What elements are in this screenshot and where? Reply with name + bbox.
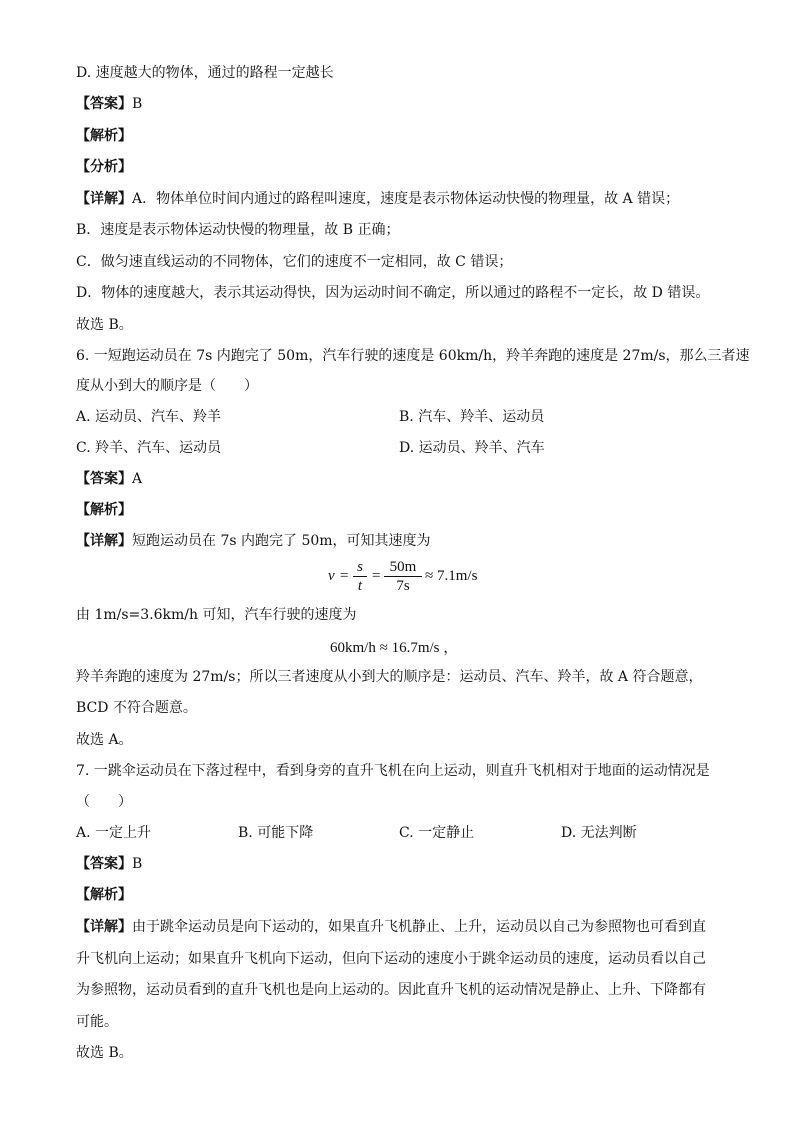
equals-sign-1: = (340, 568, 349, 584)
fraction-numerator-s: s (353, 558, 367, 577)
q5-detail-b: B．速度是表示物体运动快慢的物理量，故 B 正确； (76, 222, 400, 238)
q6-option-a: A. 运动员、汽车、羚羊 (76, 409, 222, 425)
q6-formula-car-speed: 60km/h ≈ 16.7m/s ， (330, 640, 459, 656)
detail-text: 由于跳伞运动员是向下运动的，如果直升飞机静止、上升，运动员以自己为参照物也可看到直 (132, 919, 706, 935)
approx-result: ≈ 7.1m/s (425, 568, 478, 584)
q7-detail-line4: 可能。 (76, 1014, 118, 1030)
q6-option-d: D. 运动员、羚羊、汽车 (399, 440, 545, 456)
q7-detail-line2: 升飞机向上运动；如果直升飞机向下运动，但向下运动的速度小于跳伞运动员的速度，运动员看以自己 (76, 951, 706, 967)
q6-result-line2: BCD 不符合题意。 (76, 700, 197, 716)
q5-option-d: D. 速度越大的物体，通过的路程一定越长 (76, 65, 334, 81)
answer-value: B (132, 96, 143, 112)
q6-option-b: B. 汽车、羚羊、运动员 (399, 409, 545, 425)
fraction-numerator-50m: 50m (384, 558, 422, 577)
q6-convert-line: 由 1m/s=3.6km/h 可知，汽车行驶的速度为 (76, 607, 357, 623)
q7-answer (76, 855, 142, 873)
detail-tag: 【详解】 (76, 191, 132, 207)
q6-conclusion: 故选 A。 (76, 732, 133, 748)
answer-value: A (132, 471, 143, 487)
q7-detail-line3: 为参照物，运动员看到的直升飞机也是向上运动的。因此直升飞机的运动情况是静止、上升、下降都有 (76, 982, 706, 998)
q7-stem-line2: （ ） (76, 794, 132, 810)
q7-option-b: B. 可能下降 (238, 825, 314, 841)
detail-tag: 【详解】 (76, 919, 132, 935)
q6-analysis-tag: 【解析】 (76, 502, 132, 518)
answer-tag: 【答案】 (76, 471, 132, 487)
q7-conclusion: 故选 B。 (76, 1045, 133, 1061)
fraction-denominator-7s: 7s (396, 578, 410, 594)
detail-tag: 【详解】 (76, 533, 132, 549)
answer-tag: 【答案】 (76, 96, 132, 112)
q6-result-line1: 羚羊奔跑的速度为 27m/s；所以三者速度从小到大的顺序是：运动员、汽车、羚羊，故 A 符合题意， (76, 669, 703, 685)
q5-conclusion: 故选 B。 (76, 317, 133, 333)
q7-option-d: D. 无法判断 (561, 825, 637, 841)
q5-analysis-tag: 【解析】 (76, 128, 132, 144)
q6-answer (76, 470, 142, 488)
q7-detail-line1 (76, 918, 706, 936)
q6-detail-line1 (76, 532, 431, 550)
fraction-s-over-t (353, 558, 367, 595)
q7-option-c: C. 一定静止 (399, 825, 475, 841)
q6-stem-line2: 度从小到大的顺序是（ ） (76, 378, 258, 394)
q5-detail-d: D．物体的速度越大，表示其运动得快，因为运动时间不确定，所以通过的路程不一定长，故 D 错误。 (76, 285, 710, 301)
equals-sign-2: = (372, 568, 381, 584)
q7-analysis-tag: 【解析】 (76, 887, 132, 903)
q7-stem-line1: 7. 一跳伞运动员在下落过程中，看到身旁的直升飞机在向上运动，则直升飞机相对于地面的运动情况是 (76, 763, 710, 779)
q6-stem-line1: 6. 一短跑运动员在 7s 内跑完了 50m，汽车行驶的速度是 60km/h，羚羊奔跑的速度是 27m/s，那么三者速 (76, 348, 750, 364)
detail-text: A．物体单位时间内通过的路程叫速度，速度是表示物体运动快慢的物理量，故 A 错误； (132, 191, 680, 207)
q5-answer (76, 95, 142, 113)
q5-fenxi-tag: 【分析】 (76, 159, 132, 175)
answer-value: B (132, 856, 143, 872)
q5-detail-c: C．做匀速直线运动的不同物体，它们的速度不一定相同，故 C 错误； (76, 254, 513, 270)
q5-detail-a (76, 190, 679, 208)
detail-text: 短跑运动员在 7s 内跑完了 50m，可知其速度为 (132, 533, 431, 549)
answer-tag: 【答案】 (76, 856, 132, 872)
fraction-denominator-t: t (357, 578, 363, 594)
q6-option-c: C. 羚羊、汽车、运动员 (76, 440, 222, 456)
fraction-50m-over-7s (384, 558, 422, 595)
q7-option-a: A. 一定上升 (76, 825, 152, 841)
velocity-symbol: v (328, 568, 335, 584)
